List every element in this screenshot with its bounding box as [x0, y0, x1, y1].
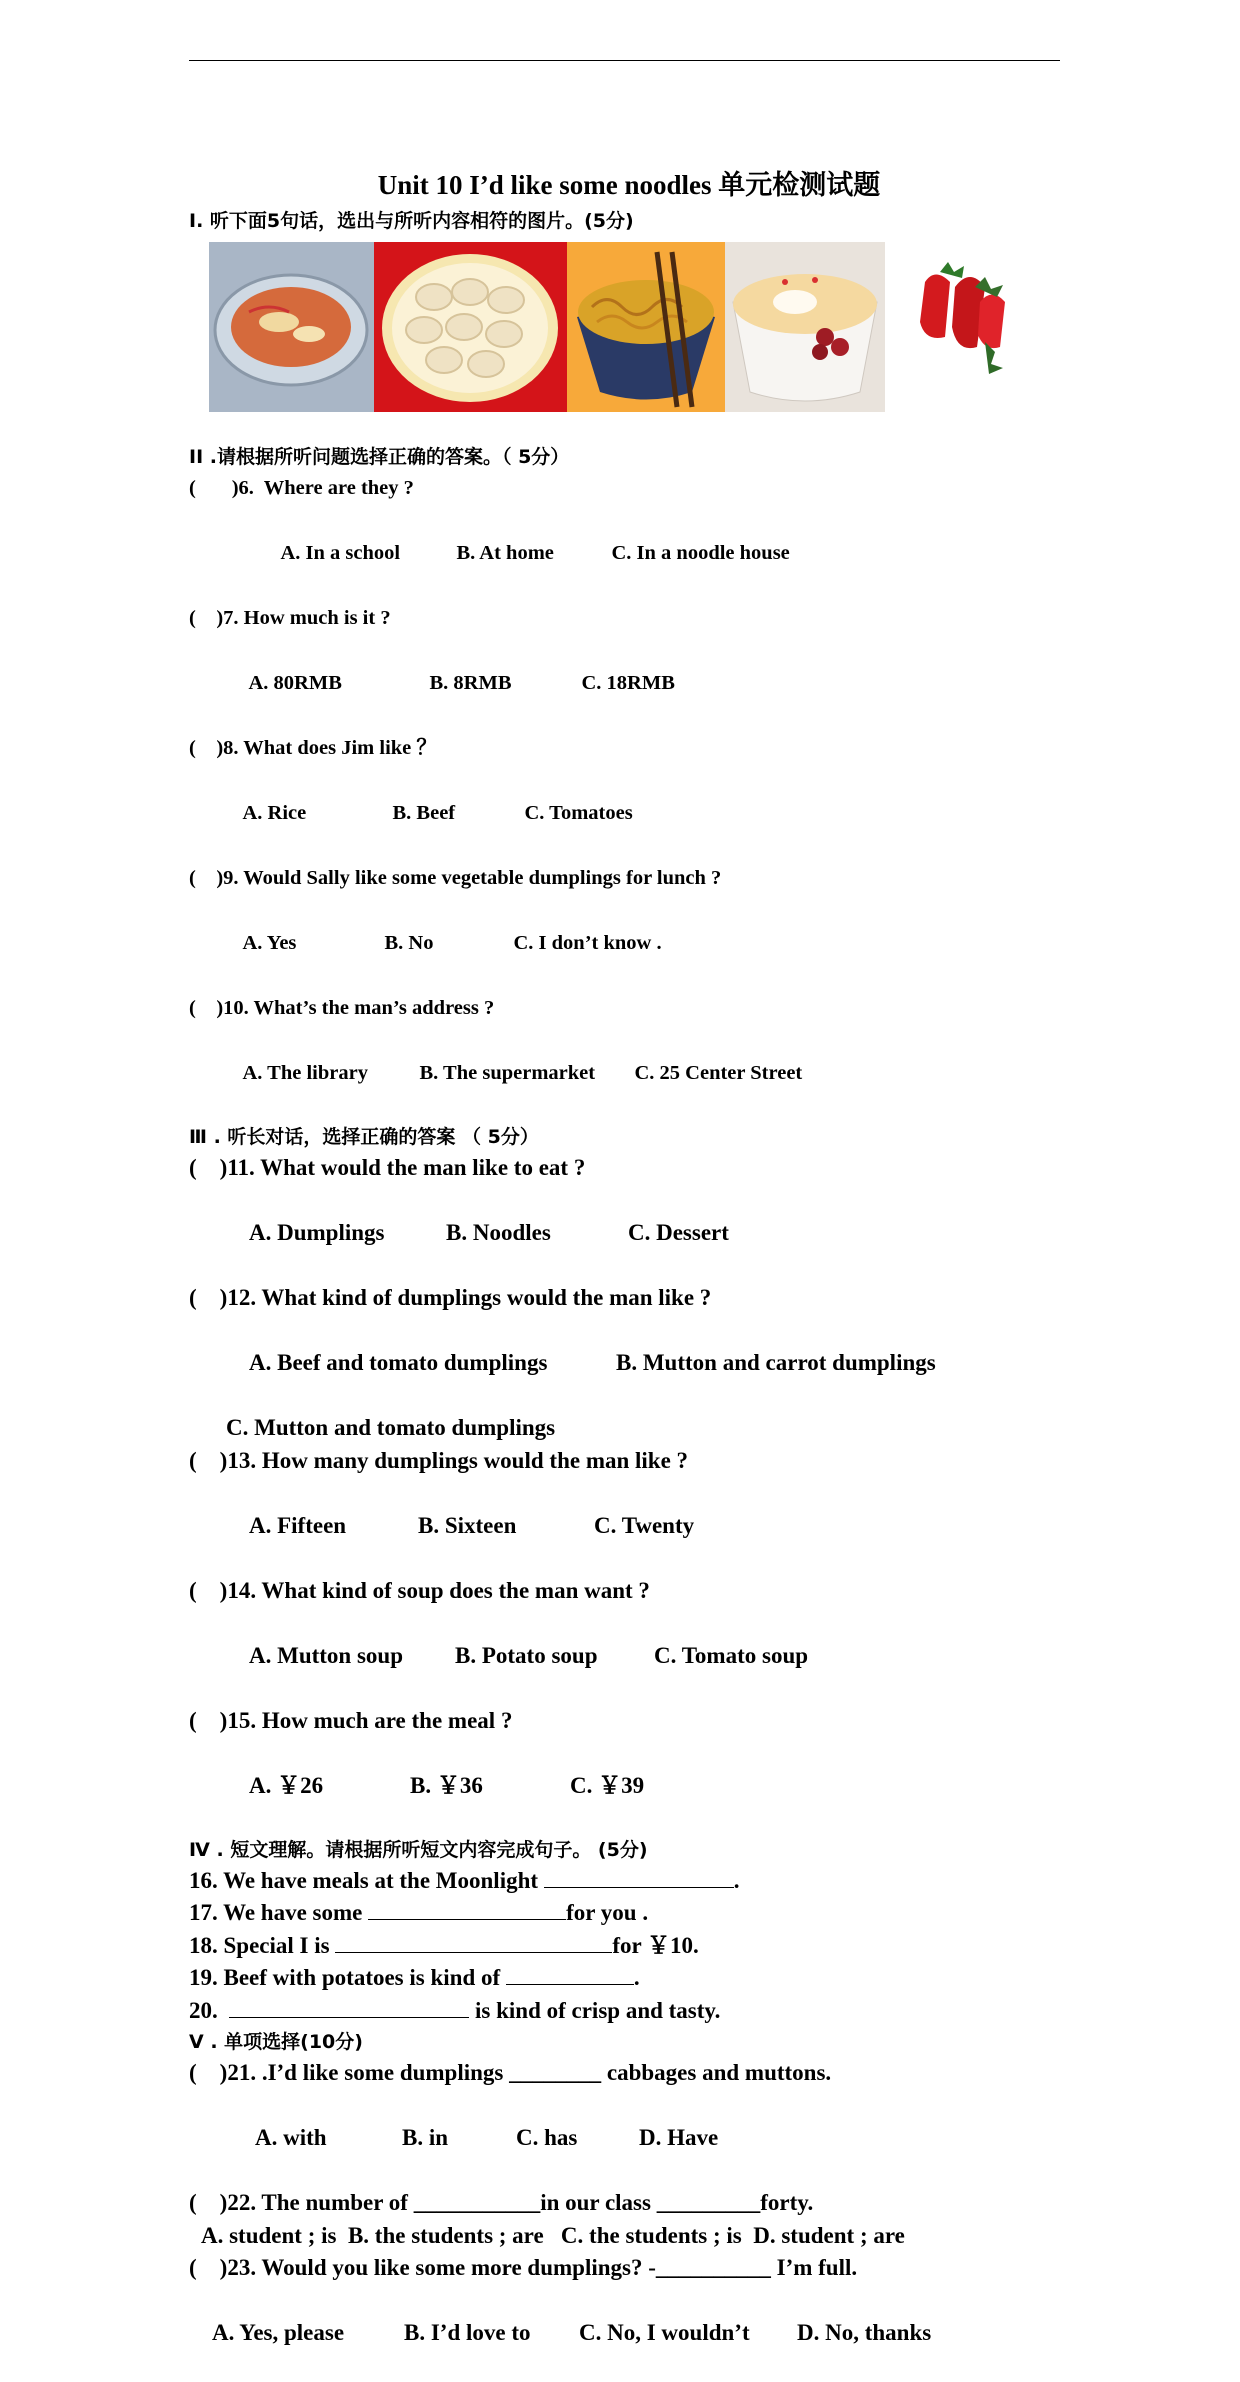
option-a: A. Rice [243, 797, 393, 830]
dumplings-image [374, 242, 567, 412]
option-b: B. Sixteen [418, 1510, 594, 1543]
option-c: C. 25 Center Street [635, 1057, 803, 1090]
option-c: C. Tomatoes [525, 797, 633, 830]
option-a: A. Mutton soup [249, 1640, 455, 1673]
question-7-options [189, 635, 1069, 733]
header-rule [189, 60, 1060, 61]
option-c: C. Twenty [594, 1510, 694, 1543]
question-21: ( )21. .I’d like some dumplings ________ cabbages and muttons. [189, 2057, 1069, 2090]
page-title: Unit 10 I’d like some noodles 单元检测试题 [189, 163, 1069, 202]
fill-in-19: 19. Beef with potatoes is kind of . [189, 1962, 1069, 1995]
option-b: B. I’d love to [404, 2317, 579, 2350]
option-a: A. Beef and tomato dumplings [249, 1347, 616, 1380]
question-8-options [189, 765, 1069, 863]
question-15-options [189, 1737, 1069, 1835]
question-8: ( )8. What does Jim like ？ [189, 732, 1069, 765]
option-a: A. Dumplings [249, 1217, 446, 1250]
answer-blank[interactable] [544, 1865, 734, 1888]
question-12-options [189, 1315, 1069, 1413]
option-b: B. Noodles [446, 1217, 628, 1250]
option-a: A. The library [243, 1057, 420, 1090]
noodles-image [567, 242, 725, 412]
option-a: A. with [255, 2122, 402, 2155]
tomato-egg-soup-image [209, 242, 374, 412]
option-a: A. Yes, please [212, 2317, 404, 2350]
question-15: ( )15. How much are the meal ? [189, 1705, 1069, 1738]
question-13: ( )13. How many dumplings would the man like ? [189, 1445, 1069, 1478]
porridge-image [725, 242, 885, 412]
question-7: ( )7. How much is it ? [189, 602, 1069, 635]
option-b: B. Potato soup [455, 1640, 654, 1673]
question-22: ( )22. The number of ___________in our class _________forty. [189, 2187, 1069, 2220]
worksheet [189, 155, 1069, 2382]
option-c: C. 18RMB [582, 667, 675, 700]
question-6-options [189, 505, 1069, 603]
option-a: A. 80RMB [249, 667, 430, 700]
question-13-options [189, 1477, 1069, 1575]
option-c: C. I don’t know . [514, 927, 662, 960]
answer-blank[interactable] [368, 1897, 566, 1920]
question-21-options [189, 2090, 1069, 2188]
question-10: ( )10. What’s the man’s address ? [189, 992, 1069, 1025]
option-b: B. in [402, 2122, 516, 2155]
question-6: ( )6. Where are they ? [189, 472, 1069, 505]
option-b: B. ￥36 [410, 1770, 570, 1803]
picture-row [189, 242, 1069, 418]
option-a: A. Yes [243, 927, 385, 960]
fill-in-18: 18. Special I is for ￥10. [189, 1930, 1069, 1963]
fill-in-16: 16. We have meals at the Moonlight . [189, 1865, 1069, 1898]
option-c: C. has [516, 2122, 639, 2155]
question-22-options: A. student ; is B. the students ; are C. the students ; is D. student ; are [189, 2220, 1069, 2253]
fill-in-17: 17. We have some for you . [189, 1897, 1069, 1930]
answer-blank[interactable] [506, 1962, 634, 1985]
option-b: B. Mutton and carrot dumplings [616, 1347, 936, 1380]
option-d: D. Have [639, 2122, 718, 2155]
option-a: A. ￥26 [249, 1770, 410, 1803]
option-c: C. ￥39 [570, 1770, 644, 1803]
question-10-options [189, 1025, 1069, 1123]
option-b: B. Beef [393, 797, 525, 830]
option-c: C. No, I wouldn’t [579, 2317, 797, 2350]
answer-blank[interactable] [229, 1995, 469, 2018]
option-c: C. Dessert [628, 1217, 729, 1250]
option-b: B. At home [457, 537, 612, 570]
question-14-options [189, 1607, 1069, 1705]
option-a: A. In a school [281, 537, 457, 570]
question-23-options [189, 2285, 1069, 2382]
answer-blank[interactable] [335, 1930, 612, 1953]
option-d: D. No, thanks [797, 2317, 931, 2350]
option-b: B. The supermarket [420, 1057, 635, 1090]
question-11-options [189, 1185, 1069, 1283]
question-9: ( )9. Would Sally like some vegetable dumplings for lunch ? [189, 862, 1069, 895]
question-12-option-c: C. Mutton and tomato dumplings [189, 1412, 1069, 1445]
question-11: ( )11. What would the man like to eat ? [189, 1152, 1069, 1185]
option-c: C. In a noodle house [612, 537, 790, 570]
section-5-heading: Ⅴ . 单项选择(10分) [189, 2027, 1069, 2057]
question-23: ( )23. Would you like some more dumplings? -__________ I’m full. [189, 2252, 1069, 2285]
question-9-options [189, 895, 1069, 993]
question-12: ( )12. What kind of dumplings would the man like ? [189, 1282, 1069, 1315]
option-b: B. 8RMB [430, 667, 582, 700]
section-2-heading: II .请根据所听问题选择正确的答案。（ 5分） [189, 442, 1069, 472]
question-14: ( )14. What kind of soup does the man want ? [189, 1575, 1069, 1608]
option-c: C. Tomato soup [654, 1640, 808, 1673]
option-b: B. No [385, 927, 514, 960]
section-4-heading: Ⅳ . 短文理解。请根据所听短文内容完成句子。 (5分) [189, 1835, 1069, 1865]
section-1-heading: Ⅰ. 听下面5句话，选出与所听内容相符的图片。(5分) [189, 206, 1069, 236]
fill-in-20: 20. is kind of crisp and tasty. [189, 1995, 1069, 2028]
section-3-heading: Ⅲ . 听长对话，选择正确的答案 （ 5分） [189, 1122, 1069, 1152]
option-a: A. Fifteen [249, 1510, 418, 1543]
strawberries-image [885, 242, 1035, 412]
